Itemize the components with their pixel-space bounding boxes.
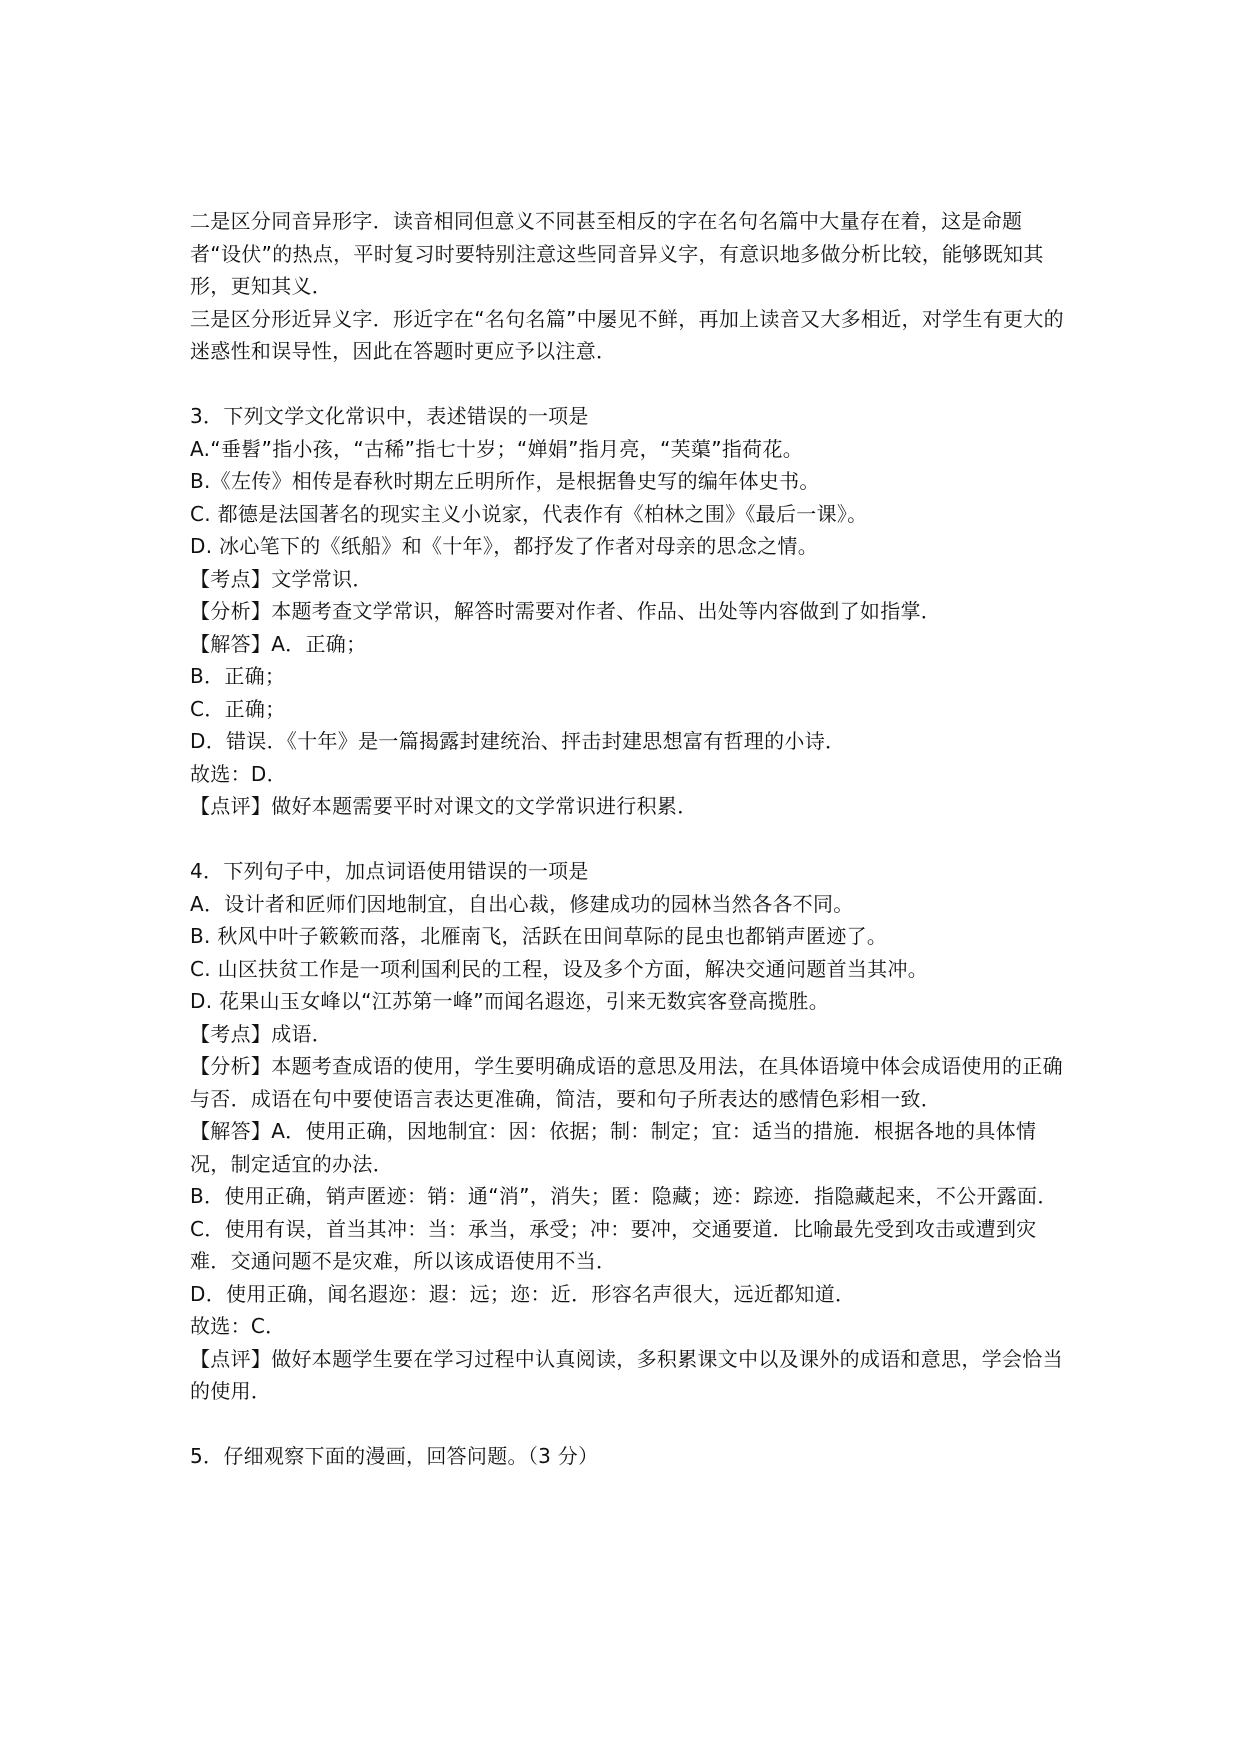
question-3-stem: 3．下列文学文化常识中，表述错误的一项是 bbox=[190, 404, 589, 428]
question-3-jieda-c: C．正确； bbox=[190, 696, 286, 721]
question-3-jieda-b: B．正确； bbox=[190, 664, 286, 688]
question-3-jieda-d: D．错误．《十年》是一篇揭露封建统治、抨击封建思想富有哲理的小诗． bbox=[190, 729, 846, 753]
question-5-stem: 5．仔细观察下面的漫画，回答问题。（3 分） bbox=[190, 1444, 599, 1468]
question-4-jieda-d: D．使用正确，闻名遐迩：遐：远；迩：近．形容名声很大，远近都知道． bbox=[190, 1281, 856, 1306]
question-3-option-b: B.《左传》相传是春秋时期左丘明所作，是根据鲁史写的编年体史书。 bbox=[190, 469, 820, 493]
question-4-jieda-c: C．使用有误，首当其冲：当：承当，承受；冲：要冲，交通要道．比喻最先受到攻击或遭到灾难．交通问题不是灾难，所以该成语使用不当． bbox=[190, 1216, 1037, 1273]
question-4-dianping: 【点评】做好本题学生要在学习过程中认真阅读，多积累课文中以及课外的成语和意思，学会恰当的使用． bbox=[190, 1346, 1063, 1403]
question-3-option-a: A.“垂髫”指小孩，“古稀”指七十岁；“婵娟”指月亮，“芙蕖”指荷花。 bbox=[190, 436, 804, 461]
question-3-fenxi: 【分析】本题考查文学常识，解答时需要对作者、作品、出处等内容做到了如指掌． bbox=[190, 599, 942, 623]
question-4-option-b: B. 秋风中叶子簌簌而落，北雁南飞，活跃在田间草际的昆虫也都销声匿迹了。 bbox=[190, 924, 888, 948]
question-4-stem: 4．下列句子中，加点词语使用错误的一项是 bbox=[190, 859, 589, 883]
question-3-option-d: D. 冰心笔下的《纸船》和《十年》，都抒发了作者对母亲的思念之情。 bbox=[190, 534, 819, 558]
question-4-answer: 故选：C． bbox=[190, 1314, 286, 1338]
spacer bbox=[190, 823, 1070, 856]
question-4-option-c: C. 山区扶贫工作是一项利国利民的工程，设及多个方面，解决交通问题首当其冲。 bbox=[190, 956, 929, 981]
question-3-answer: 故选：D． bbox=[190, 761, 287, 786]
question-3-option-c: C. 都德是法国著名的现实主义小说家，代表作有《柏林之围》《最后一课》。 bbox=[190, 501, 868, 526]
intro-point-3: 三是区分形近异义字．形近字在“名句名篇”中屡见不鲜，再加上读音又大多相近，对学生有更大的迷惑性和误导性，因此在答题时更应予以注意． bbox=[190, 306, 1064, 363]
question-3-dianping: 【点评】做好本题需要平时对课文的文学常识进行积累． bbox=[190, 794, 698, 818]
spacer bbox=[190, 1408, 1070, 1441]
intro-point-2: 二是区分同音异形字．读音相同但意义不同甚至相反的字在名句名篇中大量存在着，这是命题者“设伏”的热点，平时复习时要特别注意这些同音异义字，有意识地多做分析比较，能够既知其形，更知其义． bbox=[190, 209, 1044, 298]
question-4-jieda-a: 【解答】A．使用正确，因地制宜：因：依据；制：制定；宜：适当的措施．根据各地的具体情况，制定适宜的办法． bbox=[190, 1119, 1037, 1176]
question-4-jieda-b: B．使用正确，销声匿迹：销：通“消”，消失；匿：隐藏；迹：踪迹．指隐藏起来，不公开露面． bbox=[190, 1184, 1058, 1208]
page-content bbox=[190, 205, 1070, 1473]
question-3-kaodian: 【考点】文学常识． bbox=[190, 566, 373, 591]
question-4-fenxi: 【分析】本题考查成语的使用，学生要明确成语的意思及用法，在具体语境中体会成语使用的正确与否．成语在句中要使语言表达更准确，简洁，要和句子所表达的感情色彩相一致． bbox=[190, 1054, 1063, 1111]
question-4-option-d: D. 花果山玉女峰以“江苏第一峰”而闻名遐迩，引来无数宾客登高揽胜。 bbox=[190, 989, 830, 1013]
question-4-kaodian: 【考点】成语． bbox=[190, 1021, 333, 1046]
spacer bbox=[190, 368, 1070, 401]
question-4-option-a: A．设计者和匠师们因地制宜，自出心裁，修建成功的园林当然各各不同。 bbox=[190, 891, 854, 916]
question-3-jieda-a: 【解答】A．正确； bbox=[190, 631, 367, 656]
